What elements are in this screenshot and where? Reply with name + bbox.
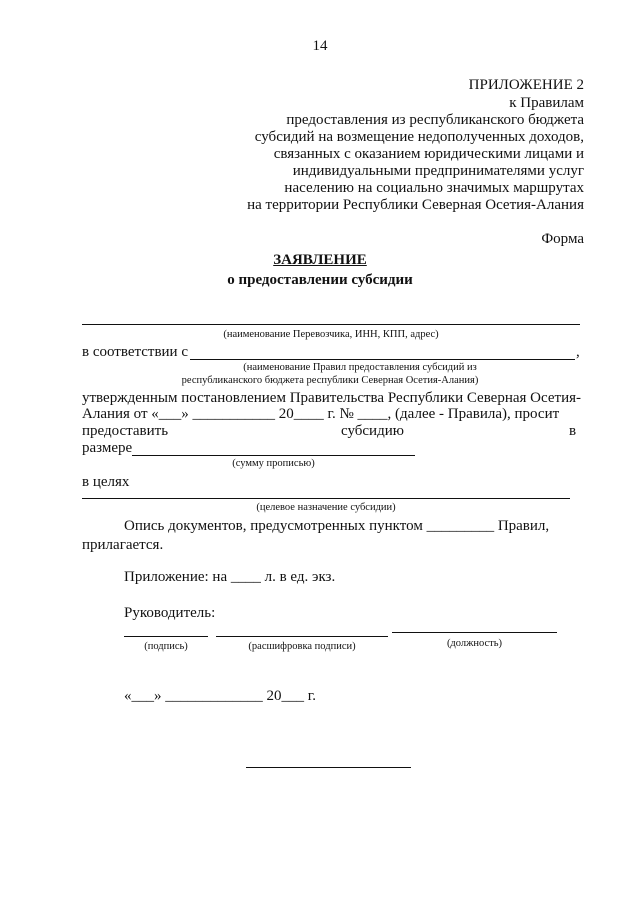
appendix-line: связанных с оказанием юридическими лицами и: [273, 146, 584, 162]
provide-word: в: [569, 423, 577, 439]
provide-word: предоставить: [82, 423, 169, 439]
decryption-caption: (расшифровка подписи): [248, 641, 356, 652]
accordance-prefix: в соответствии с: [82, 344, 188, 360]
appendix-line: населению на социально значимых маршрутах: [284, 180, 584, 196]
signature-caption: (подпись): [144, 641, 188, 652]
document-subtitle: о предоставлении субсидии: [227, 272, 413, 288]
carrier-field-line[interactable]: [82, 324, 580, 325]
date-line: «___» _____________ 20___ г.: [124, 688, 316, 704]
amount-field-line[interactable]: [132, 455, 415, 456]
body-line: утвержденным постановлением Правительства Республики Северная Осетия-: [82, 390, 581, 406]
accordance-suffix: ,: [576, 344, 580, 360]
head-label: Руководитель:: [124, 605, 216, 621]
purpose-caption: (целевое назначение субсидии): [256, 502, 396, 513]
rules-field-line[interactable]: [190, 359, 575, 360]
appendix-line: субсидий на возмещение недополученных доходов,: [254, 129, 584, 145]
purpose-prefix: в целях: [82, 474, 130, 490]
appendix-line: к Правилам: [509, 95, 584, 111]
inventory-line: Опись документов, предусмотренных пунктом _________ Правил,: [124, 518, 550, 534]
body-line: Алания от «___» ___________ 20____ г. № ____, (далее - Правила), просит: [82, 406, 560, 422]
signature-line[interactable]: [124, 636, 208, 637]
page-number: 14: [312, 38, 328, 54]
inventory-line: прилагается.: [82, 537, 164, 553]
form-label: Форма: [541, 231, 584, 247]
closing-rule: [246, 767, 411, 768]
rules-caption: республиканского бюджета республики Северная Осетия-Алания): [181, 375, 479, 386]
position-caption: (должность): [446, 638, 503, 649]
decryption-line[interactable]: [216, 636, 388, 637]
document-title: ЗАЯВЛЕНИЕ: [273, 252, 367, 268]
attachment-line: Приложение: на ____ л. в ед. экз.: [124, 569, 336, 585]
provide-word: субсидию: [341, 423, 404, 439]
amount-caption: (сумму прописью): [232, 458, 315, 469]
appendix-title: ПРИЛОЖЕНИЕ 2: [468, 77, 584, 93]
amount-prefix: размере: [82, 440, 133, 456]
appendix-line: индивидуальными предпринимателями услуг: [292, 163, 584, 179]
appendix-line: предоставления из республиканского бюджета: [286, 112, 584, 128]
rules-caption: (наименование Правил предоставления субсидий из: [243, 362, 477, 373]
carrier-caption: (наименование Перевозчика, ИНН, КПП, адрес): [223, 329, 439, 340]
position-line[interactable]: [392, 632, 557, 633]
appendix-line: на территории Республики Северная Осетия-Алания: [247, 197, 584, 213]
purpose-field-line[interactable]: [82, 498, 570, 499]
